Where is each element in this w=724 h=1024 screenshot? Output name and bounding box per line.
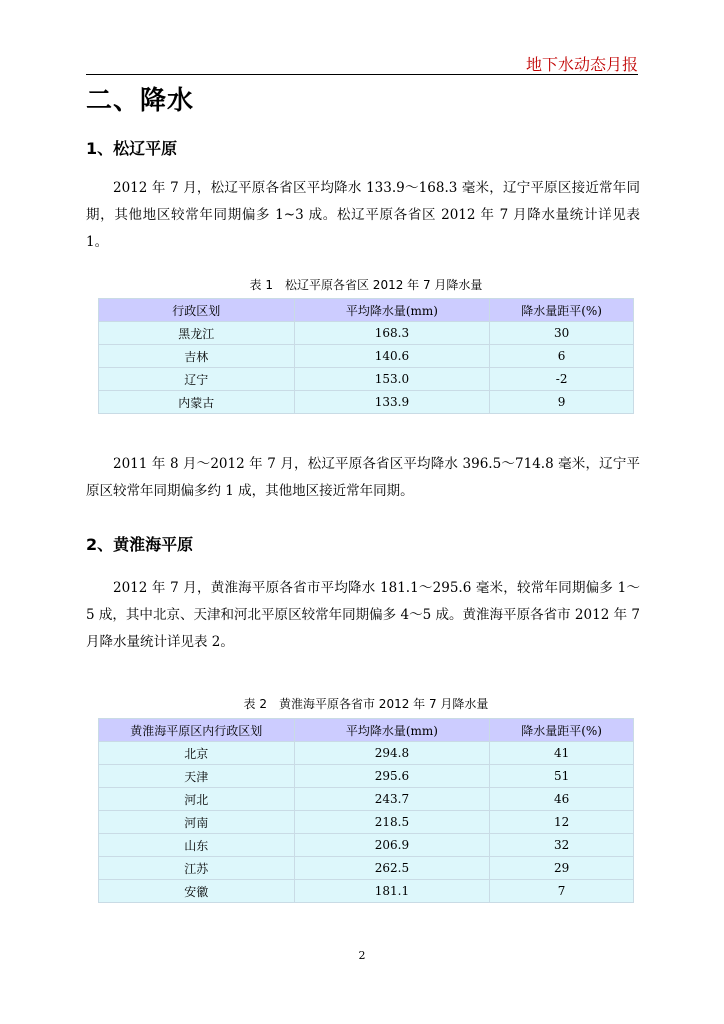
- table-cell: 140.6: [294, 345, 490, 368]
- table-cell: 30: [490, 322, 634, 345]
- table-cell: 河北: [99, 788, 295, 811]
- subsection-heading-songliao: 1、松辽平原: [86, 139, 178, 158]
- table-cell: 天津: [99, 765, 295, 788]
- table-cell: 6: [490, 345, 634, 368]
- huanghuaihai-paragraph-1: 2012 年 7 月，黄淮海平原各省市平均降水 181.1～295.6 毫米，较常年同期偏多 1～5 成，其中北京、天津和河北平原区较常年同期偏多 4～5 成。黄淮海平原各省市 2012 年 7 月降水量统计详见表 2。: [86, 580, 640, 650]
- table-row: [99, 765, 634, 788]
- table-cell: 243.7: [294, 788, 490, 811]
- table-row: [99, 368, 634, 391]
- table-cell: 168.3: [294, 322, 490, 345]
- table-cell: 32: [490, 834, 634, 857]
- column-header: 平均降水量(mm): [294, 719, 490, 742]
- table-cell: 206.9: [294, 834, 490, 857]
- table-cell: 41: [490, 742, 634, 765]
- page-number: 2: [358, 949, 366, 962]
- table-cell: 江苏: [99, 857, 295, 880]
- songliao-paragraph-2: 2011 年 8 月～2012 年 7 月，松辽平原各省区平均降水 396.5～714.8 毫米，辽宁平原区较常年同期偏多约 1 成，其他地区接近常年同期。: [86, 456, 640, 499]
- table-cell: 133.9: [294, 391, 490, 414]
- table-cell: 北京: [99, 742, 295, 765]
- table-cell: 295.6: [294, 765, 490, 788]
- table-2: [98, 718, 634, 903]
- table-cell: 12: [490, 811, 634, 834]
- table-cell: 218.5: [294, 811, 490, 834]
- section-title: 二、降水: [86, 86, 195, 116]
- table-row: [99, 811, 634, 834]
- table-cell: 山东: [99, 834, 295, 857]
- table-header-row: [99, 719, 634, 742]
- column-header: 行政区划: [99, 299, 295, 322]
- header-divider: [86, 74, 638, 75]
- table-cell: 46: [490, 788, 634, 811]
- table-row: [99, 880, 634, 903]
- table-2-caption: 表 2 黄淮海平原各省市 2012 年 7 月降水量: [243, 697, 489, 711]
- table-row: [99, 834, 634, 857]
- table-cell: 29: [490, 857, 634, 880]
- table-cell: 河南: [99, 811, 295, 834]
- column-header: 降水量距平(%): [490, 719, 634, 742]
- subsection-heading-huanghuaihai: 2、黄淮海平原: [86, 535, 194, 554]
- table-1-caption: 表 1 松辽平原各省区 2012 年 7 月降水量: [249, 278, 483, 292]
- table-1: [98, 298, 634, 414]
- column-header: 黄淮海平原区内行政区划: [99, 719, 295, 742]
- column-header: 平均降水量(mm): [294, 299, 490, 322]
- table-cell: 153.0: [294, 368, 490, 391]
- table-cell: 51: [490, 765, 634, 788]
- table-cell: 181.1: [294, 880, 490, 903]
- table-header-row: [99, 299, 634, 322]
- table-cell: 辽宁: [99, 368, 295, 391]
- table-cell: 7: [490, 880, 634, 903]
- table-row: [99, 345, 634, 368]
- table-cell: 9: [490, 391, 634, 414]
- table-row: [99, 322, 634, 345]
- table-row: [99, 788, 634, 811]
- table-cell: 内蒙古: [99, 391, 295, 414]
- songliao-paragraph-1: 2012 年 7 月，松辽平原各省区平均降水 133.9～168.3 毫米，辽宁平原区接近常年同期，其他地区较常年同期偏多 1~3 成。松辽平原各省区 2012 年 7 月降水量统计详见表 1。: [86, 180, 640, 250]
- table-cell: 294.8: [294, 742, 490, 765]
- table-row: [99, 391, 634, 414]
- table-cell: 吉林: [99, 345, 295, 368]
- table-cell: 262.5: [294, 857, 490, 880]
- table-cell: 安徽: [99, 880, 295, 903]
- table-row: [99, 857, 634, 880]
- column-header: 降水量距平(%): [490, 299, 634, 322]
- report-header-title: 地下水动态月报: [525, 55, 638, 74]
- table-cell: 黑龙江: [99, 322, 295, 345]
- table-cell: -2: [490, 368, 634, 391]
- table-row: [99, 742, 634, 765]
